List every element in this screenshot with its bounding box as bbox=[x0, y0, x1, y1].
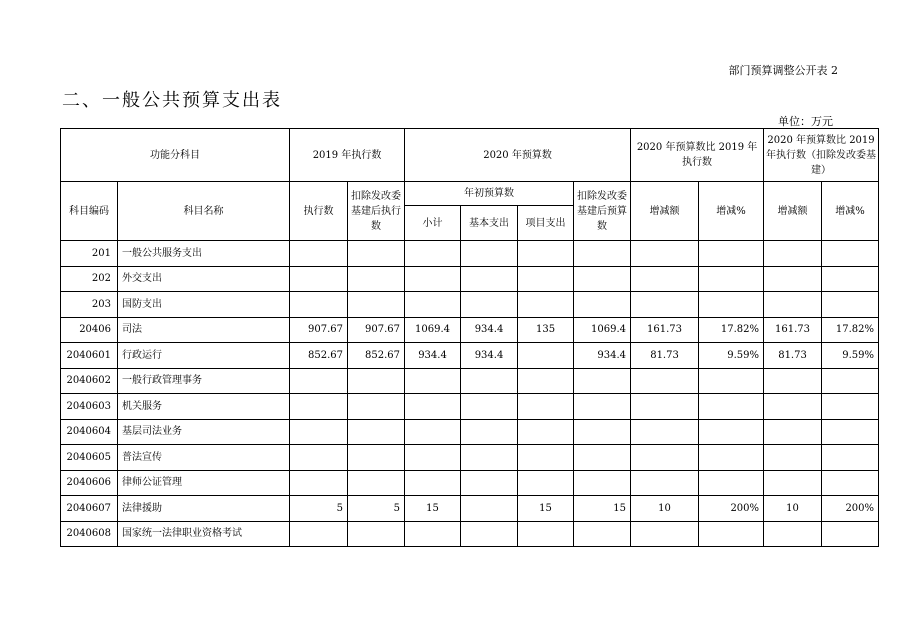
header-basic: 基本支出 bbox=[461, 206, 518, 241]
cell-code: 201 bbox=[61, 241, 118, 267]
table-row bbox=[61, 266, 879, 292]
cell-inc-amt: 161.73 bbox=[631, 317, 699, 343]
cell-exec-ex bbox=[348, 266, 405, 292]
cell-code: 203 bbox=[61, 292, 118, 318]
cell-project bbox=[518, 343, 574, 369]
header-inc-amt-2: 增减额 bbox=[764, 182, 822, 241]
header-row-sub bbox=[61, 182, 879, 206]
cell-exec-ex: 5 bbox=[348, 496, 405, 522]
header-subtotal: 小计 bbox=[405, 206, 461, 241]
cell-basic bbox=[461, 419, 518, 445]
table-row bbox=[61, 394, 879, 420]
cell-subtotal bbox=[405, 394, 461, 420]
cell-budget-ex bbox=[574, 470, 631, 496]
header-row-groups bbox=[61, 129, 879, 182]
cell-inc-amt bbox=[631, 292, 699, 318]
cell-code: 202 bbox=[61, 266, 118, 292]
cell-subtotal bbox=[405, 470, 461, 496]
cell-inc-pct bbox=[699, 445, 764, 471]
document-label: 部门预算调整公开表 2 bbox=[728, 64, 838, 77]
cell-inc-pct bbox=[699, 470, 764, 496]
cell-inc-amt2 bbox=[764, 445, 822, 471]
cell-basic: 934.4 bbox=[461, 343, 518, 369]
cell-subtotal bbox=[405, 266, 461, 292]
table-row bbox=[61, 445, 879, 471]
cell-inc-pct bbox=[699, 241, 764, 267]
cell-exec bbox=[290, 419, 348, 445]
page-title: 二、一般公共预算支出表 bbox=[62, 90, 282, 111]
cell-inc-pct bbox=[699, 368, 764, 394]
cell-basic bbox=[461, 470, 518, 496]
cell-name: 一般公共服务支出 bbox=[118, 241, 290, 267]
cell-inc-amt2: 10 bbox=[764, 496, 822, 522]
cell-basic bbox=[461, 496, 518, 522]
cell-code: 2040602 bbox=[61, 368, 118, 394]
cell-basic bbox=[461, 266, 518, 292]
cell-budget-ex bbox=[574, 445, 631, 471]
cell-inc-amt2 bbox=[764, 368, 822, 394]
cell-exec-ex bbox=[348, 470, 405, 496]
cell-exec bbox=[290, 445, 348, 471]
cell-project bbox=[518, 470, 574, 496]
cell-inc-amt bbox=[631, 241, 699, 267]
unit-label: 单位：万元 bbox=[778, 115, 833, 128]
cell-subtotal: 15 bbox=[405, 496, 461, 522]
cell-exec-ex bbox=[348, 521, 405, 547]
header-inc-pct: 增减% bbox=[699, 182, 764, 241]
cell-inc-pct2 bbox=[822, 470, 879, 496]
cell-inc-amt2 bbox=[764, 266, 822, 292]
cell-inc-pct2 bbox=[822, 419, 879, 445]
cell-basic bbox=[461, 445, 518, 471]
cell-subtotal bbox=[405, 241, 461, 267]
cell-exec bbox=[290, 521, 348, 547]
cell-exec-ex bbox=[348, 394, 405, 420]
cell-name: 国防支出 bbox=[118, 292, 290, 318]
cell-inc-pct: 200% bbox=[699, 496, 764, 522]
cell-budget-ex bbox=[574, 266, 631, 292]
cell-exec-ex: 907.67 bbox=[348, 317, 405, 343]
cell-exec-ex bbox=[348, 241, 405, 267]
cell-exec bbox=[290, 241, 348, 267]
cell-project bbox=[518, 521, 574, 547]
cell-project bbox=[518, 394, 574, 420]
cell-inc-amt: 81.73 bbox=[631, 343, 699, 369]
cell-code: 2040607 bbox=[61, 496, 118, 522]
table-row bbox=[61, 496, 879, 522]
cell-name: 行政运行 bbox=[118, 343, 290, 369]
cell-subtotal bbox=[405, 521, 461, 547]
cell-inc-amt bbox=[631, 266, 699, 292]
cell-project: 135 bbox=[518, 317, 574, 343]
cell-exec: 852.67 bbox=[290, 343, 348, 369]
table-row bbox=[61, 292, 879, 318]
cell-code: 2040603 bbox=[61, 394, 118, 420]
cell-inc-amt bbox=[631, 394, 699, 420]
table-row bbox=[61, 470, 879, 496]
cell-inc-pct bbox=[699, 266, 764, 292]
cell-exec bbox=[290, 368, 348, 394]
cell-subtotal: 1069.4 bbox=[405, 317, 461, 343]
cell-budget-ex bbox=[574, 292, 631, 318]
header-compare-ex-group: 2020 年预算数比 2019 年执行数（扣除发改委基建） bbox=[764, 129, 879, 182]
cell-exec bbox=[290, 394, 348, 420]
cell-exec bbox=[290, 470, 348, 496]
cell-inc-pct2 bbox=[822, 266, 879, 292]
cell-code: 2040605 bbox=[61, 445, 118, 471]
cell-inc-amt2 bbox=[764, 419, 822, 445]
cell-subtotal bbox=[405, 368, 461, 394]
cell-inc-amt bbox=[631, 521, 699, 547]
cell-budget-ex bbox=[574, 241, 631, 267]
table-row bbox=[61, 343, 879, 369]
cell-inc-pct bbox=[699, 521, 764, 547]
cell-inc-amt2 bbox=[764, 470, 822, 496]
table-row bbox=[61, 419, 879, 445]
cell-subtotal: 934.4 bbox=[405, 343, 461, 369]
cell-name: 普法宣传 bbox=[118, 445, 290, 471]
cell-exec: 5 bbox=[290, 496, 348, 522]
cell-budget-ex bbox=[574, 368, 631, 394]
cell-inc-amt2: 161.73 bbox=[764, 317, 822, 343]
cell-exec-ex: 852.67 bbox=[348, 343, 405, 369]
cell-budget-ex bbox=[574, 419, 631, 445]
header-initial-group: 年初预算数 bbox=[405, 182, 574, 206]
cell-inc-amt2 bbox=[764, 521, 822, 547]
cell-code: 2040601 bbox=[61, 343, 118, 369]
cell-inc-amt2 bbox=[764, 292, 822, 318]
cell-budget-ex: 15 bbox=[574, 496, 631, 522]
cell-name: 国家统一法律职业资格考试 bbox=[118, 521, 290, 547]
cell-code: 2040604 bbox=[61, 419, 118, 445]
header-project: 项目支出 bbox=[518, 206, 574, 241]
cell-inc-pct2 bbox=[822, 521, 879, 547]
cell-inc-pct2 bbox=[822, 368, 879, 394]
cell-budget-ex bbox=[574, 521, 631, 547]
cell-inc-pct2 bbox=[822, 241, 879, 267]
header-func-group: 功能分科目 bbox=[61, 129, 290, 182]
cell-inc-pct: 17.82% bbox=[699, 317, 764, 343]
cell-project bbox=[518, 368, 574, 394]
cell-basic bbox=[461, 394, 518, 420]
cell-budget-ex: 934.4 bbox=[574, 343, 631, 369]
cell-basic bbox=[461, 292, 518, 318]
header-code: 科目编码 bbox=[61, 182, 118, 241]
cell-basic bbox=[461, 368, 518, 394]
cell-exec-ex bbox=[348, 292, 405, 318]
cell-inc-amt2: 81.73 bbox=[764, 343, 822, 369]
cell-basic bbox=[461, 241, 518, 267]
cell-budget-ex bbox=[574, 394, 631, 420]
cell-exec-ex bbox=[348, 419, 405, 445]
header-inc-pct-2: 增减% bbox=[822, 182, 879, 241]
cell-inc-pct2: 17.82% bbox=[822, 317, 879, 343]
cell-basic bbox=[461, 521, 518, 547]
header-name: 科目名称 bbox=[118, 182, 290, 241]
cell-project bbox=[518, 419, 574, 445]
cell-name: 法律援助 bbox=[118, 496, 290, 522]
cell-code: 20406 bbox=[61, 317, 118, 343]
cell-project bbox=[518, 266, 574, 292]
cell-inc-amt2 bbox=[764, 394, 822, 420]
cell-project bbox=[518, 241, 574, 267]
cell-name: 律师公证管理 bbox=[118, 470, 290, 496]
budget-table bbox=[60, 128, 879, 547]
cell-inc-amt2 bbox=[764, 241, 822, 267]
cell-inc-pct2 bbox=[822, 394, 879, 420]
table-row bbox=[61, 368, 879, 394]
cell-name: 机关服务 bbox=[118, 394, 290, 420]
cell-inc-amt bbox=[631, 445, 699, 471]
cell-project: 15 bbox=[518, 496, 574, 522]
cell-name: 外交支出 bbox=[118, 266, 290, 292]
cell-exec bbox=[290, 266, 348, 292]
cell-subtotal bbox=[405, 292, 461, 318]
cell-inc-amt bbox=[631, 368, 699, 394]
cell-exec bbox=[290, 292, 348, 318]
header-budget2020-group: 2020 年预算数 bbox=[405, 129, 631, 182]
cell-project bbox=[518, 445, 574, 471]
cell-inc-pct: 9.59% bbox=[699, 343, 764, 369]
cell-project bbox=[518, 292, 574, 318]
header-compare-group: 2020 年预算数比 2019 年执行数 bbox=[631, 129, 764, 182]
cell-basic: 934.4 bbox=[461, 317, 518, 343]
cell-subtotal bbox=[405, 419, 461, 445]
cell-exec-ex bbox=[348, 445, 405, 471]
cell-budget-ex: 1069.4 bbox=[574, 317, 631, 343]
table-row bbox=[61, 317, 879, 343]
cell-inc-amt: 10 bbox=[631, 496, 699, 522]
cell-inc-pct bbox=[699, 292, 764, 318]
cell-inc-pct2: 200% bbox=[822, 496, 879, 522]
header-budget-ex: 扣除发改委基建后预算数 bbox=[574, 182, 631, 241]
cell-inc-pct2: 9.59% bbox=[822, 343, 879, 369]
cell-inc-pct bbox=[699, 419, 764, 445]
cell-name: 一般行政管理事务 bbox=[118, 368, 290, 394]
cell-exec: 907.67 bbox=[290, 317, 348, 343]
cell-inc-amt bbox=[631, 470, 699, 496]
header-exec2019-group: 2019 年执行数 bbox=[290, 129, 405, 182]
cell-inc-pct bbox=[699, 394, 764, 420]
table-row bbox=[61, 241, 879, 267]
header-exec-ex: 扣除发改委基建后执行数 bbox=[348, 182, 405, 241]
cell-code: 2040606 bbox=[61, 470, 118, 496]
cell-code: 2040608 bbox=[61, 521, 118, 547]
cell-inc-amt bbox=[631, 419, 699, 445]
cell-exec-ex bbox=[348, 368, 405, 394]
cell-name: 基层司法业务 bbox=[118, 419, 290, 445]
cell-subtotal bbox=[405, 445, 461, 471]
header-exec: 执行数 bbox=[290, 182, 348, 241]
table-row bbox=[61, 521, 879, 547]
cell-inc-pct2 bbox=[822, 292, 879, 318]
header-inc-amt: 增减额 bbox=[631, 182, 699, 241]
cell-name: 司法 bbox=[118, 317, 290, 343]
cell-inc-pct2 bbox=[822, 445, 879, 471]
